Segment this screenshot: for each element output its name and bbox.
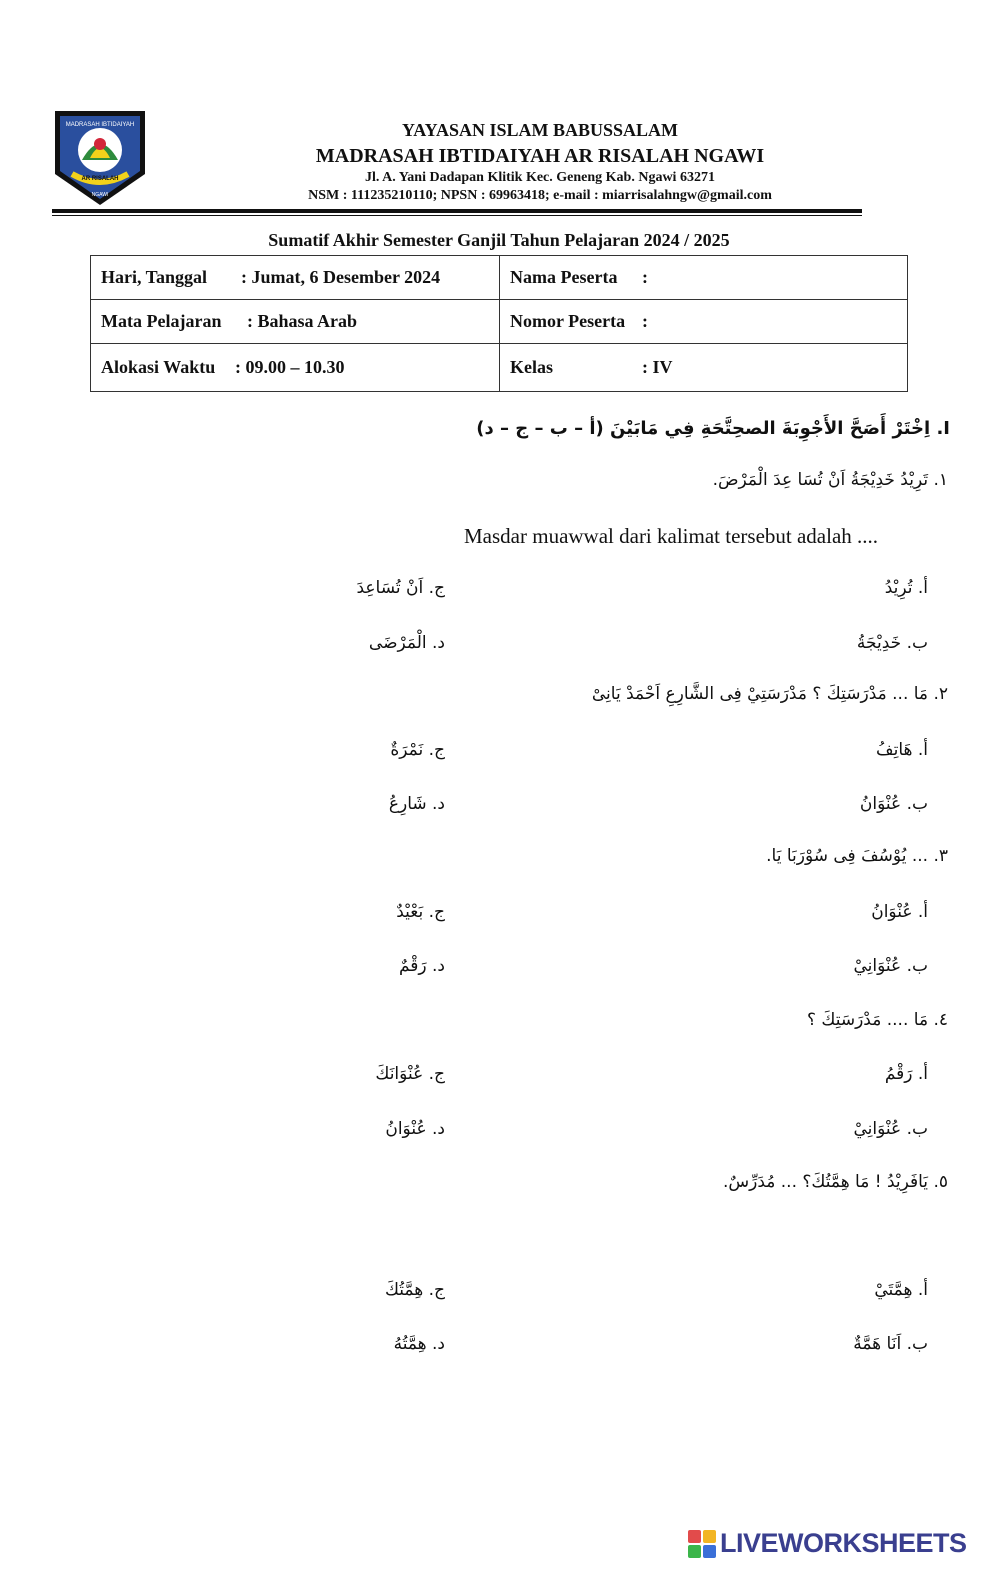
- q1-option-d[interactable]: د. الْمَرْضَى: [368, 633, 445, 653]
- q1-option-c[interactable]: ج. اَنْ تُسَاعِدَ: [356, 578, 445, 598]
- info-label: Nomor Peserta: [510, 311, 626, 331]
- liveworksheets-logo-icon: [688, 1530, 716, 1558]
- q3-option-b[interactable]: ب. عُنْوَانِيْ: [853, 956, 928, 976]
- question-5: ٥. يَافَرِيْدُ ! مَا هِمَّتُكَ؟ ... مُدَرِّسٌ.: [722, 1172, 948, 1192]
- q2-option-c[interactable]: ج. نَمْرَةٌ: [390, 740, 445, 760]
- header-divider-thick: [52, 209, 862, 213]
- q5-option-d[interactable]: د. هِمَّتُهُ: [393, 1334, 445, 1354]
- foundation-name: YAYASAN ISLAM BABUSSALAM: [401, 120, 679, 140]
- logo-bottom-text: AR RISALAH: [81, 176, 119, 182]
- question-3: ٣. ... يُوْسُفَ فِى سُوْرَبَا يَا.: [766, 846, 948, 866]
- q2-option-d[interactable]: د. شَارِعُ: [388, 794, 445, 814]
- q1-option-a[interactable]: أ. تُرِيْدُ: [884, 578, 928, 598]
- info-value: : Jumat, 6 Desember 2024: [241, 267, 441, 287]
- school-logo: [52, 108, 148, 208]
- info-row: [91, 300, 908, 344]
- question-2: ٢. مَا ... مَدْرَسَتِكَ ؟ مَدْرَسَتِيْ فِى الشَّارِعِ اَحْمَدْ يَانِىْ: [591, 684, 948, 704]
- school-name: MADRASAH IBTIDAIYAH AR RISALAH NGAWI: [315, 145, 765, 167]
- q5-option-c[interactable]: ج. هِمَّتُكَ: [384, 1280, 445, 1300]
- info-label: Hari, Tanggal: [101, 267, 208, 287]
- instruction: I. اِخْتَرْ أَصَحَّ الأَجْوِبَةَ الصحِتَّحَةِ فِي مَابَيْنَ (أ – ب – ج – د): [476, 418, 950, 439]
- question-1: ١. تَرِيْدُ خَدِيْجَةُ اَنْ تُسَا عِدَ الْمَرْضَ.: [712, 470, 948, 490]
- info-row: [91, 256, 908, 300]
- school-address: Jl. A. Yani Dadapan Klitik Kec. Geneng Kab. Ngawi 63271: [365, 170, 715, 185]
- q4-option-c[interactable]: ج. عُنْوَانَكَ: [375, 1064, 445, 1084]
- q1-option-b[interactable]: ب. خَدِيْجَةُ: [856, 633, 928, 653]
- liveworksheets-brand[interactable]: [688, 1528, 967, 1559]
- info-label: Nama Peserta: [510, 267, 618, 287]
- q4-option-b[interactable]: ب. عُنْوَانِيْ: [853, 1119, 928, 1139]
- info-value: : IV: [642, 357, 673, 377]
- info-label: Alokasi Waktu: [101, 357, 216, 377]
- header-divider-thin: [52, 215, 862, 216]
- exam-info-table: [90, 255, 908, 392]
- q3-option-c[interactable]: ج. بَعْيْدٌ: [396, 902, 445, 922]
- logo-top-text: MADRASAH IBTIDAIYAH: [65, 122, 135, 128]
- info-value: :: [642, 311, 648, 331]
- q5-option-b[interactable]: ب. اَنَا هَمَّةٌ: [853, 1334, 928, 1354]
- q3-option-d[interactable]: د. رَقْمٌ: [398, 956, 445, 976]
- question-4: ٤. مَا .... مَدْرَسَتِكَ ؟: [806, 1010, 948, 1030]
- info-label: Kelas: [510, 357, 553, 377]
- q2-option-b[interactable]: ب. عُنْوَانُ: [859, 794, 928, 814]
- info-row: [91, 344, 908, 392]
- info-value: : Bahasa Arab: [247, 311, 358, 331]
- q2-option-a[interactable]: أ. هَاتِفُ: [875, 740, 928, 760]
- info-label: Mata Pelajaran: [101, 311, 222, 331]
- info-value: :: [642, 267, 648, 287]
- question-1-note: Masdar muawwal dari kalimat tersebut adalah ....: [464, 524, 879, 548]
- info-value: : 09.00 – 10.30: [235, 357, 345, 377]
- logo-place-text: NGAWI: [91, 192, 109, 198]
- exam-title: Sumatif Akhir Semester Ganjil Tahun Pelajaran 2024 / 2025: [268, 230, 730, 250]
- brand-text: LIVEWORKSHEETS: [720, 1528, 967, 1558]
- q4-option-a[interactable]: أ. رَقْمُ: [884, 1064, 928, 1084]
- q3-option-a[interactable]: أ. عُنْوَانُ: [871, 902, 928, 922]
- school-ids: NSM : 111235210110; NPSN : 69963418; e-mail : miarrisalahngw@gmail.com: [308, 188, 772, 203]
- q5-option-a[interactable]: أ. هِمَّتَيْ: [874, 1280, 928, 1300]
- q4-option-d[interactable]: د. عُنْوَانُ: [385, 1119, 445, 1139]
